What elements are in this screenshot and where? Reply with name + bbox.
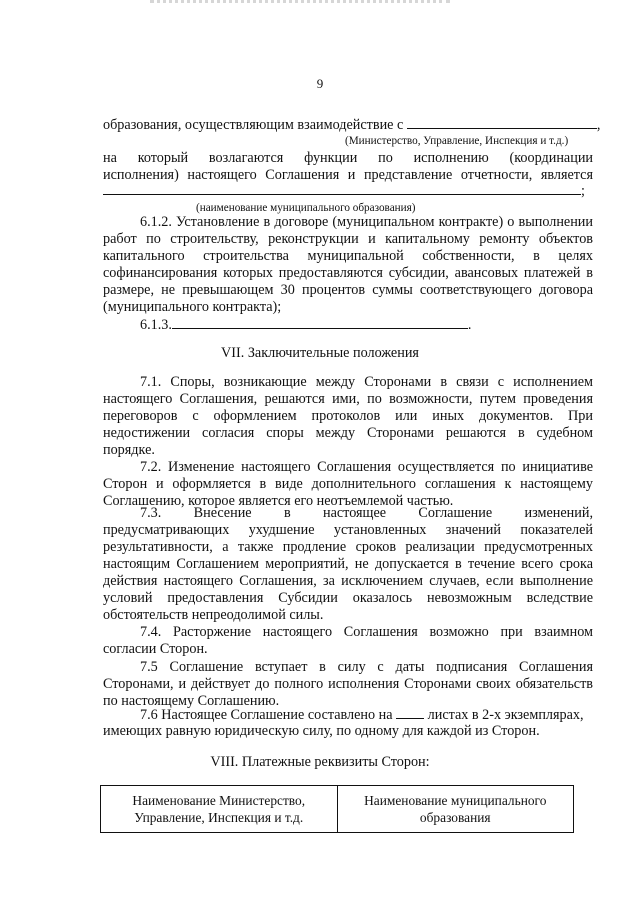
- text-line: Сторон и оформляется в виде дополнительного соглашения к настоящему: [103, 476, 593, 492]
- text-line: согласии Сторон.: [103, 641, 208, 657]
- blank-field: [407, 116, 597, 129]
- blank-field: [172, 316, 468, 329]
- text-line: софинансирования которых предоставляются субсидии, авансовых платежей в: [103, 265, 593, 281]
- requisites-table: [100, 785, 574, 833]
- text-line: Соглашению, которое является его неотъемлемой частью.: [103, 493, 454, 509]
- scan-artifact: [150, 0, 450, 9]
- text-line: 7.6 Настоящее Соглашение составлено на листах в 2-х экземплярах,: [140, 707, 584, 723]
- text-line: настоящего Соглашения, решаются ими, по возможности, путем проведения: [103, 391, 593, 407]
- text-line: порядке.: [103, 442, 155, 458]
- text-line: 7.5 Соглашение вступает в силу с даты подписания Соглашения: [140, 659, 593, 675]
- text-line: ;: [103, 182, 593, 200]
- blank-field: [103, 182, 581, 195]
- text-line: капитального строительства муниципальной собственности, в целях: [103, 248, 593, 264]
- text-line: Сторонами, и действует до полного исполнения Сторонами своих обязательств: [103, 676, 593, 692]
- text-line: 7.4. Расторжение настоящего Соглашения возможно при взаимном: [140, 624, 593, 640]
- field-caption: (Министерство, Управление, Инспекция и т.д.): [345, 135, 569, 147]
- text-line: имеющих равную юридическую силу, по одному для каждой из Сторон.: [103, 723, 540, 739]
- text-line: переговоров с оформлением протоколов или иных документов. При: [103, 408, 593, 424]
- text-line: размере, не превышающем 30 процентов суммы соответствующего договора: [103, 282, 593, 298]
- text-line: образования, осуществляющим взаимодействие с ,: [103, 117, 601, 133]
- section-heading: VII. Заключительные положения: [221, 345, 419, 361]
- text-line: 7.2. Изменение настоящего Соглашения осуществляется по инициативе: [140, 459, 593, 475]
- text-line: настоящим Соглашением мероприятий, не допускается в течение всего срока: [103, 556, 593, 572]
- text-line: по настоящему Соглашению.: [103, 693, 280, 709]
- text-line: недостижении согласия споры между Сторонами решаются в судебном: [103, 425, 593, 441]
- text-line: исполнения) настоящего Соглашения и представление отчетности, является: [103, 167, 593, 183]
- text-line: на который возлагаются функции по исполнению (координации: [103, 150, 593, 166]
- text-line: предусматривающих ухудшение установленных значений показателей: [103, 522, 593, 538]
- text-line: 6.1.3. .: [140, 317, 472, 333]
- table-cell: Наименование муниципального образования: [337, 786, 574, 833]
- text-line: работ по строительству, реконструкции и капитальному ремонту объектов: [103, 231, 593, 247]
- text-line: обстоятельств непреодолимой силы.: [103, 607, 324, 623]
- text-line: условий предоставления Субсидии оказалось невозможным вследствие: [103, 590, 593, 606]
- text-line: результативности, а также продление сроков реализации предусмотренных: [103, 539, 593, 555]
- text-line: (муниципального контракта);: [103, 299, 282, 315]
- text-line: 7.1. Споры, возникающие между Сторонами в связи с исполнением: [140, 374, 593, 390]
- section-heading: VIII. Платежные реквизиты Сторон:: [210, 754, 430, 770]
- blank-field: [396, 706, 424, 719]
- text-line: 6.1.2. Установление в договоре (муниципальном контракте) о выполнении: [140, 214, 593, 230]
- text-line: 7.3. Внесение в настоящее Соглашение изменений,: [140, 505, 593, 521]
- field-caption: (наименование муниципального образования): [196, 202, 416, 214]
- page-number: 9: [316, 76, 324, 91]
- text-line: действия настоящего Соглашения, за исключением случаев, если выполнение: [103, 573, 593, 589]
- table-cell: Наименование Министерство, Управление, Инспекция и т.д.: [101, 786, 338, 833]
